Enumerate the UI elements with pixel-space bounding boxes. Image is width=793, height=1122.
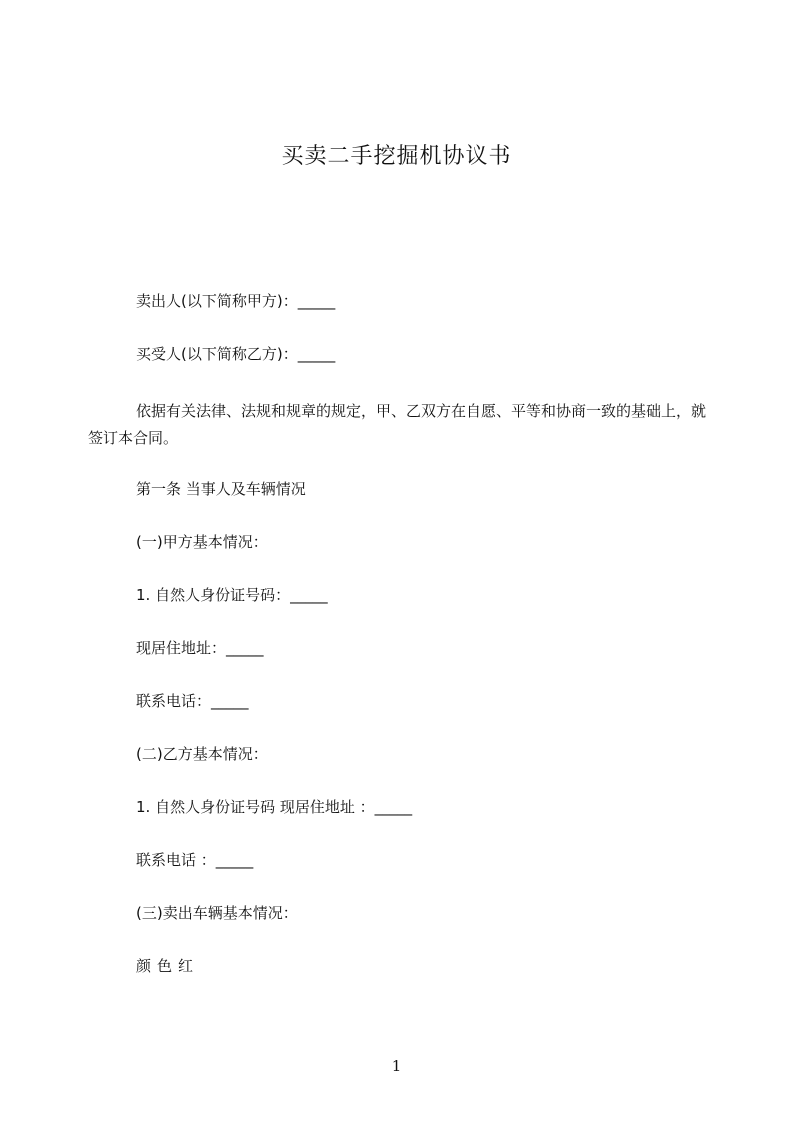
party-b-heading: (二)乙方基本情况： (136, 745, 268, 763)
seller-line: 卖出人(以下简称甲方)：_____ (136, 292, 336, 310)
preamble-paragraph: 依据有关法律、法规和规章的规定，甲、乙双方在自愿、平等和协商一致的基础上，就签订本合同。 (88, 402, 707, 447)
party-b-phone-line: 联系电话 ：_____ (136, 851, 254, 869)
document-title: 买卖二手挖掘机协议书 (281, 144, 512, 169)
party-b-id-address-line: 1. 自然人身份证号码 现居住地址 ：_____ (136, 798, 413, 816)
party-a-id-line: 1. 自然人身份证号码：_____ (136, 586, 328, 604)
vehicle-heading: (三)卖出车辆基本情况： (136, 904, 298, 922)
buyer-line: 买受人(以下简称乙方)：_____ (136, 345, 336, 363)
party-a-phone-line: 联系电话：_____ (136, 692, 249, 710)
page-number: 1 (391, 1057, 402, 1075)
vehicle-color-line: 颜色红 (136, 957, 200, 975)
article-1-heading: 第一条 当事人及车辆情况 (136, 480, 306, 498)
party-a-heading: (一)甲方基本情况： (136, 533, 268, 551)
party-a-address-line: 现居住地址：_____ (136, 639, 264, 657)
